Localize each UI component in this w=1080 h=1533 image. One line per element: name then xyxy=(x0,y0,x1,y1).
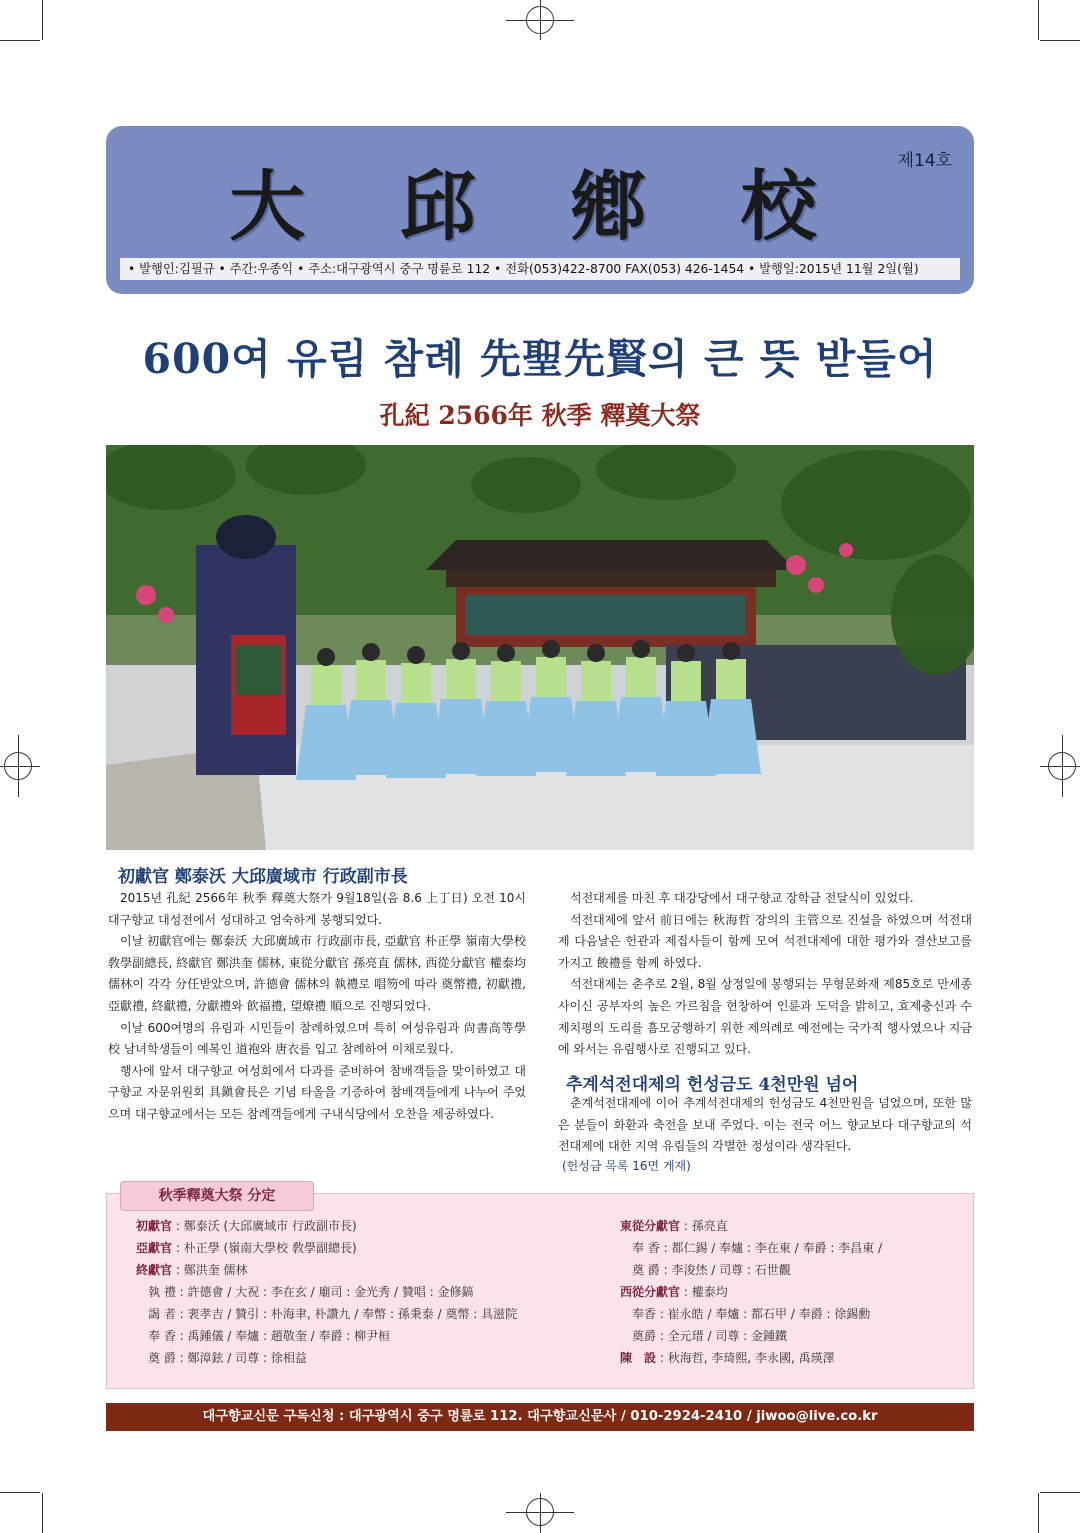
crop-mark xyxy=(0,40,40,41)
roster-row xyxy=(148,1325,390,1347)
masthead-title: 大 邱 鄕 校 xyxy=(229,162,851,251)
crop-mark xyxy=(42,0,43,40)
roster-row xyxy=(136,1237,357,1259)
roster-row xyxy=(136,1215,357,1237)
headline: 600여 유림 참례 先聖先賢의 큰 뜻 받들어 xyxy=(142,335,938,383)
registration-line xyxy=(540,0,541,40)
roster-names: 奉 香 : 禹鍾儀 / 奉爐 : 趙敬奎 / 奉爵 : 柳尹桓 xyxy=(148,1329,391,1343)
masthead xyxy=(106,126,974,294)
publication-info: • 발행인:김필규 • 주간:우종익 • 주소:대구광역시 중구 명륜로 112 • 전화(053)422-8700 FAX(053) 426-1454 • 발행일:2015년 11월 2일(월) xyxy=(120,258,960,280)
roster-row xyxy=(632,1303,870,1325)
roster-row xyxy=(148,1281,474,1303)
roster-role: 東從分獻官 xyxy=(620,1219,681,1233)
roster-names: : 權泰均 xyxy=(680,1285,728,1299)
roster-names: 奠 爵 : 鄭漳鉉 / 司尊 : 徐相益 xyxy=(148,1351,307,1365)
roster-row xyxy=(620,1281,728,1303)
roster-names: 執 禮 : 許德會 / 大祝 : 李在玄 / 廟司 : 金光秀 / 贊唱 : 金修鎬 xyxy=(148,1285,474,1299)
registration-line xyxy=(1040,766,1080,767)
paragraph: 이날 初獻官에는 鄭泰沃 大邱廣域市 行政副市長, 亞獻官 朴正學 嶺南大學校 敎學副總長, 終獻官 鄭洪奎 儒林, 東從分獻官 孫亮直 儒林, 西從分獻官 權泰均 儒林이 각각 分任받았으며, 許德會 儒林의 執禮로 唱笏에 따라 奠幣禮, 初獻禮, 亞獻禮, 終獻禮, 分獻禮와 飮福禮, 望燎禮 順으로 진행되었다. xyxy=(108,934,526,1013)
paragraph: 석전대제를 마친 후 대강당에서 대구향교 장학금 전달식이 있었다. xyxy=(570,891,914,905)
roster-names: 奠爵 : 全元瑨 / 司尊 : 金鍾鐵 xyxy=(632,1329,788,1343)
registration-line xyxy=(1062,735,1063,797)
roster-names: : 孫亮直 xyxy=(680,1219,728,1233)
roster-role: 終獻官 xyxy=(136,1263,173,1277)
article-left-column xyxy=(108,888,526,1126)
roster-names: : 鄭泰沃 (大邱廣域市 行政副市長) xyxy=(172,1219,357,1233)
roster-row xyxy=(148,1347,307,1369)
crop-mark xyxy=(1038,0,1039,40)
paragraph: 행사에 앞서 대구향교 여성회에서 다과를 준비하여 참배객들을 맞이하였고 대구향교 자문위원회 具鎭會長은 기념 타올을 기증하여 참배객들에게 나누어 주었으며 대구향교에서는 모든 참례객들에게 구내식당에서 오찬을 제공하였다. xyxy=(108,1063,526,1121)
subheadline: 孔紀 2566年 秋季 釋奠大祭 xyxy=(379,401,701,430)
photo-caption: 初獻官 鄭泰沃 大邱廣域市 行政副市長 xyxy=(118,867,408,887)
paragraph: 춘계석전대제에 이어 추계석전대제의 헌성금도 4천만원을 넘었으며, 또한 많은 분들이 화환과 축전을 보내 주었다. 이는 전국 어느 향교보다 대구향교의 석전대제에 대한 지역 유림들의 각별한 정성이라 생각된다. xyxy=(558,1096,972,1154)
roster-names: : 鄭洪奎 儒林 xyxy=(172,1263,248,1277)
paragraph: 석전대제에 앞서 前日에는 秋海哲 장의의 主管으로 진설을 하였으며 석전대제 다음날은 헌관과 제집사들이 함께 모여 석전대제에 대한 평가와 결산보고를 가지고 餕禮를 함께 하였다. xyxy=(558,912,972,970)
paragraph: 2015년 孔紀 2566年 秋季 釋奠大祭가 9월18일(음 8.6 上丁日) 오전 10시 대구향교 대성전에서 성대하고 엄숙하게 봉행되었다. xyxy=(108,891,526,927)
issue-number: 제14호 xyxy=(897,151,952,171)
roster-row xyxy=(620,1215,728,1237)
roster-row xyxy=(632,1325,787,1347)
roster-row xyxy=(148,1303,517,1325)
crop-mark xyxy=(0,1492,40,1493)
roster-role: 初獻官 xyxy=(136,1219,173,1233)
roster-names: 奉香 : 崔永皓 / 奉爐 : 都石甲 / 奉爵 : 徐錫勳 xyxy=(632,1307,871,1321)
article-right-column-2 xyxy=(558,1093,972,1158)
section-subtitle: 추계석전대제의 헌성금도 4천만원 넘어 xyxy=(566,1075,859,1095)
registration-line xyxy=(0,766,40,767)
roster-role: 西從分獻官 xyxy=(620,1285,681,1299)
registration-line xyxy=(540,1493,541,1533)
paragraph: 이날 600여명의 유림과 시민들이 참례하였으며 특히 여성유림과 尙書高等學校 남녀학생들이 예복인 道袍와 唐衣를 입고 참례하여 이채로웠다. xyxy=(108,1020,526,1057)
donation-note: (헌성금 목록 16면 게재) xyxy=(562,1159,691,1173)
crop-mark xyxy=(42,1493,43,1533)
crop-mark xyxy=(1040,1492,1080,1493)
roster-row xyxy=(632,1259,791,1281)
roster-row xyxy=(632,1237,882,1259)
roster-names: 謁 者 : 裵孝吉 / 贊引 : 朴海聿, 朴讚九 / 奉幣 : 孫秉泰 / 奠幣 : 具滋院 xyxy=(148,1307,518,1321)
roster-title: 秋季釋奠大祭 分定 xyxy=(120,1181,314,1211)
article-right-column xyxy=(558,888,972,1061)
roster-role: 亞獻官 xyxy=(136,1241,173,1255)
crop-mark xyxy=(1038,1493,1039,1533)
ceremony-photo xyxy=(106,445,974,850)
crop-mark xyxy=(1040,40,1080,41)
roster-names: : 秋海哲, 李琦熙, 李永國, 禹瑛澤 xyxy=(656,1351,835,1365)
subscription-footer: 대구향교신문 구독신청 : 대구광역시 중구 명륜로 112. 대구향교신문사 / 010-2924-2410 / jiwoo@live.co.kr xyxy=(106,1403,974,1431)
roster-role: 陳 設 xyxy=(620,1351,657,1365)
roster-names: 奉 香 : 都仁錫 / 奉爐 : 李在東 / 奉爵 : 李昌東 / xyxy=(632,1241,883,1255)
roster-names: 奠 爵 : 李浚烋 / 司尊 : 石世觀 xyxy=(632,1263,791,1277)
registration-line xyxy=(18,735,19,797)
paragraph: 석전대제는 춘추로 2월, 8월 상정일에 봉행되는 무형문화재 제85호로 만세종사이신 공부자의 높은 가르침을 현창하여 인륜과 도덕을 밝히고, 효제충신과 수제치평의 도리를 흠모궁행하기 위한 제의례로 예전에는 국가적 행사였으나 지금에 와서는 유림행사로 진행되고 있다. xyxy=(558,977,972,1057)
roster-row xyxy=(620,1347,835,1369)
roster-names: : 朴正學 (嶺南大學校 敎學副總長) xyxy=(172,1241,357,1255)
roster-row xyxy=(136,1259,248,1281)
